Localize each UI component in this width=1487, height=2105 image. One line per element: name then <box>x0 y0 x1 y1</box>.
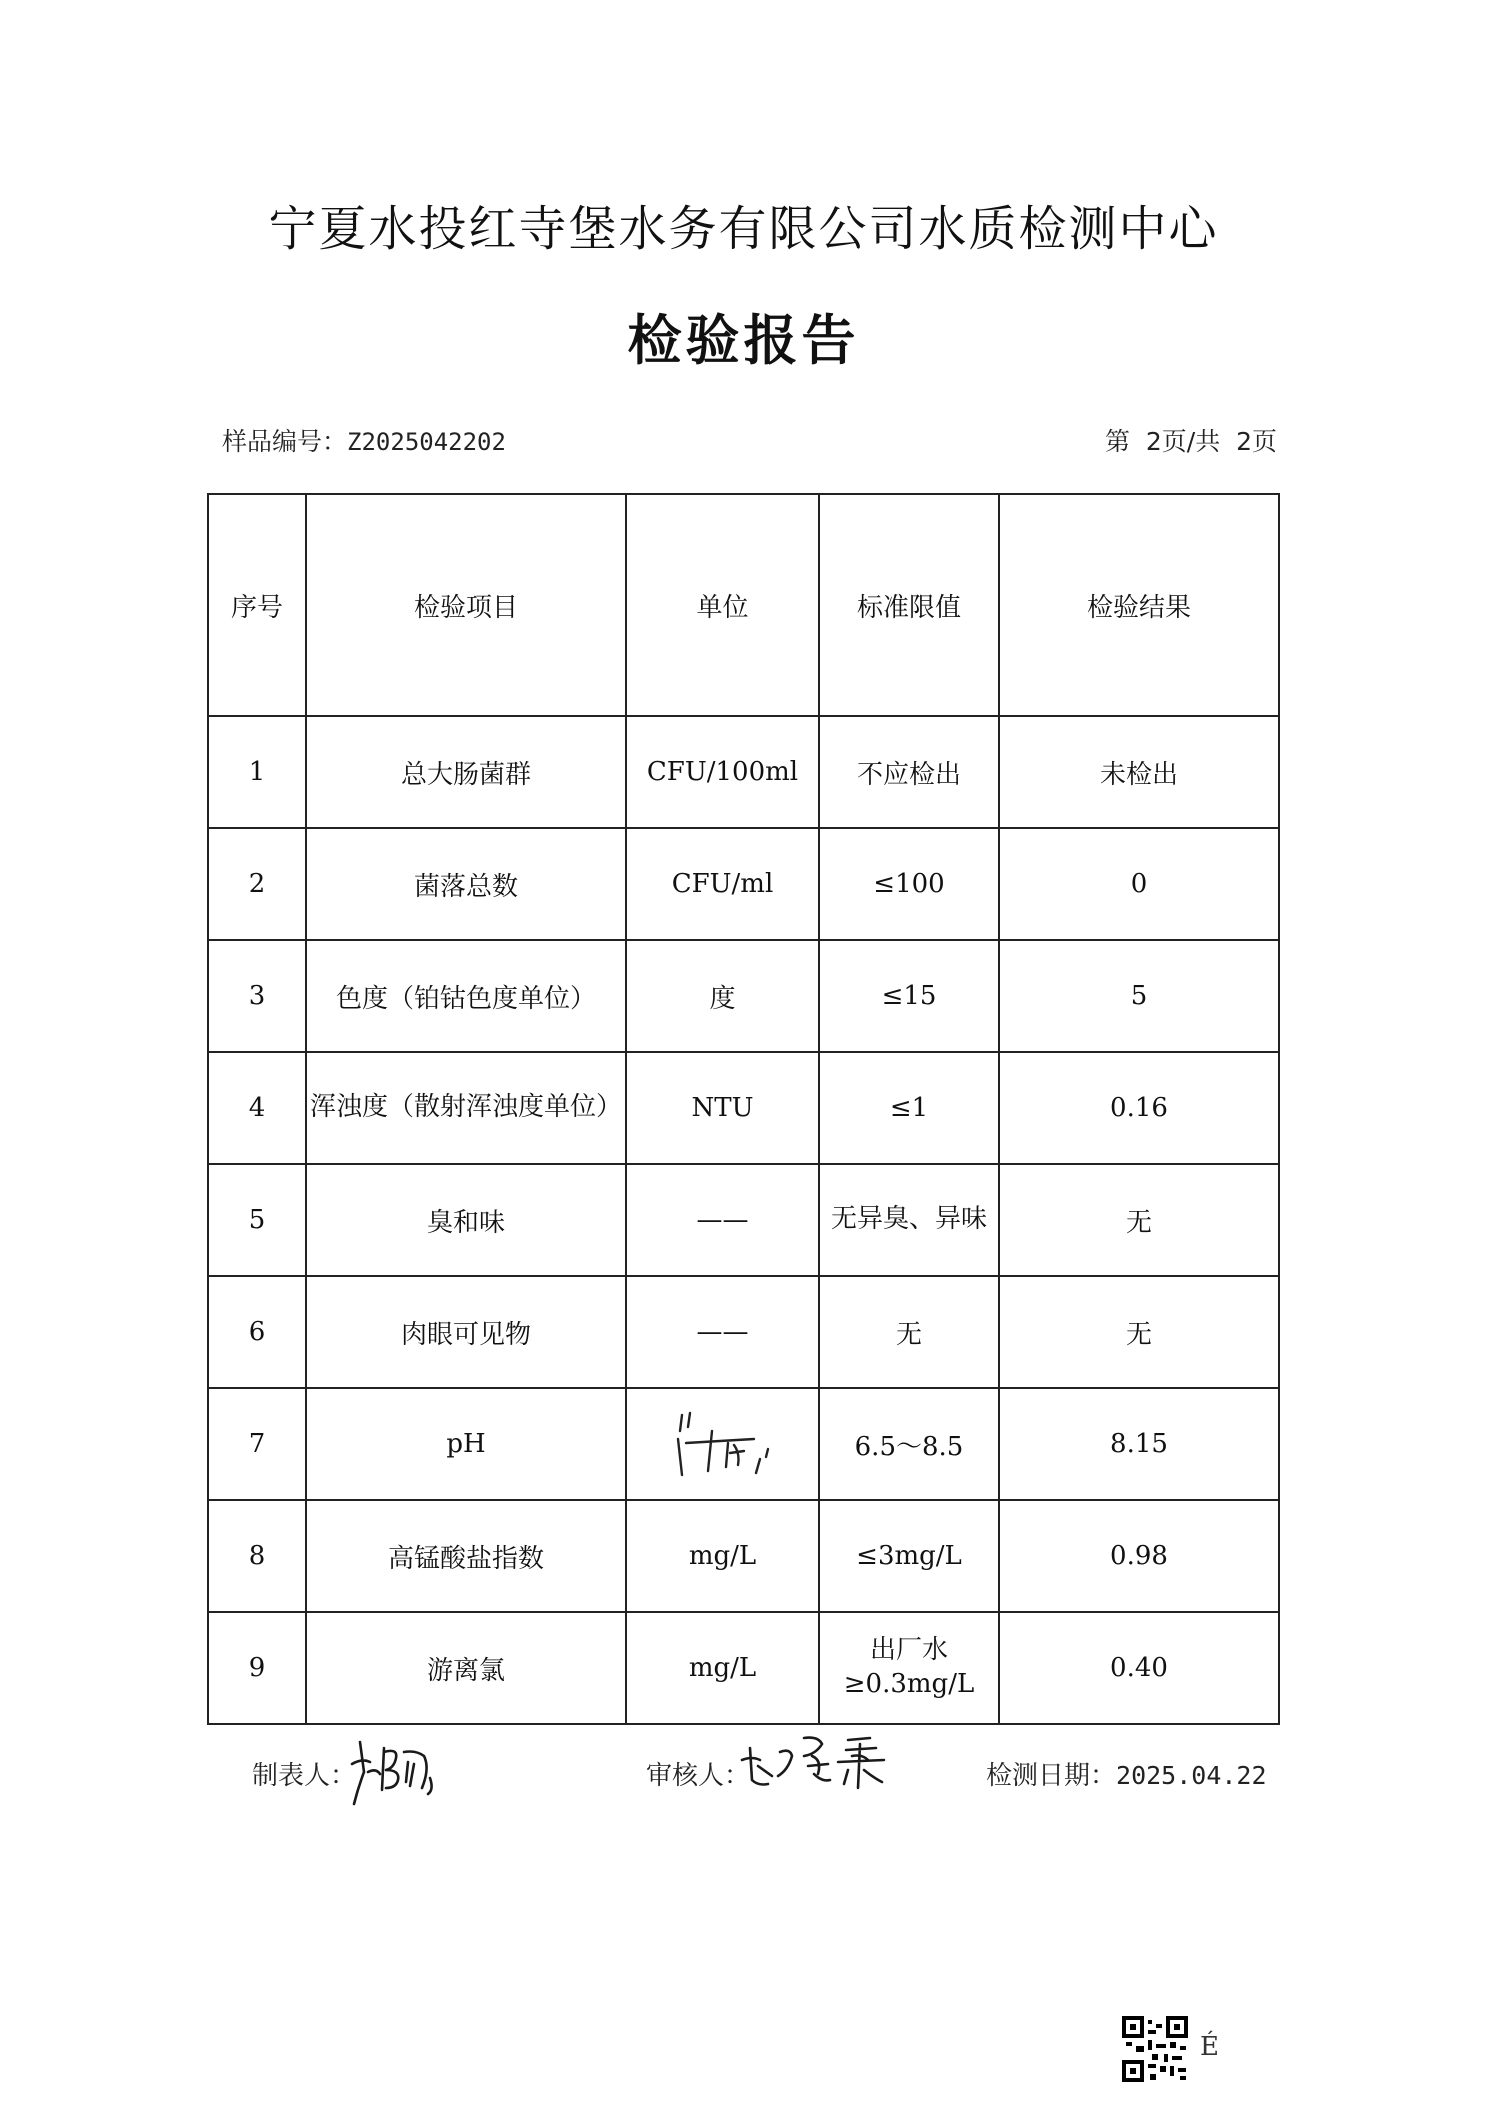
row-item: pH <box>306 1388 626 1500</box>
row-limit: 无 <box>819 1276 999 1388</box>
row-limit: ≤15 <box>819 940 999 1052</box>
test-date-label: 检测日期： <box>986 1761 1117 1791</box>
table-row <box>208 940 1279 1052</box>
col-header-result: 检验结果 <box>999 494 1279 716</box>
row-item: 高锰酸盐指数 <box>306 1500 626 1612</box>
row-limit-line2: ≥0.3mg/L <box>843 1669 975 1699</box>
row-result: 8.15 <box>999 1388 1279 1500</box>
inspection-table <box>207 493 1280 1725</box>
row-result: 0.98 <box>999 1500 1279 1612</box>
row-unit: CFU/ml <box>626 828 819 940</box>
row-limit: 不应检出 <box>819 716 999 828</box>
organization-name: 宁夏水投红寺堡水务有限公司水质检测中心 <box>268 201 1219 257</box>
reviewed-by-signature <box>738 1730 898 1794</box>
prepared-by-label: 制表人： <box>252 1761 357 1791</box>
row-no: 2 <box>208 828 306 940</box>
table-row <box>208 1052 1279 1164</box>
row-item: 臭和味 <box>306 1164 626 1276</box>
handwritten-mark <box>668 1409 778 1479</box>
row-item: 肉眼可见物 <box>306 1276 626 1388</box>
page-info: 第 2页/共 2页 <box>1104 427 1277 456</box>
row-item: 色度（铂钴色度单位） <box>306 940 626 1052</box>
sample-number-line <box>222 422 506 458</box>
prepared-by-signature <box>346 1728 438 1808</box>
row-no: 3 <box>208 940 306 1052</box>
col-header-no: 序号 <box>208 494 306 716</box>
row-item: 总大肠菌群 <box>306 716 626 828</box>
row-item: 菌落总数 <box>306 828 626 940</box>
table-row <box>208 1388 1279 1500</box>
row-result: 0.40 <box>999 1612 1279 1724</box>
row-no: 5 <box>208 1164 306 1276</box>
qr-code <box>1122 2016 1188 2082</box>
table-row <box>208 1164 1279 1276</box>
qr-mark: É <box>1200 2032 1219 2062</box>
test-date-value: 2025.04.22 <box>1116 1761 1267 1790</box>
row-limit: ≤100 <box>819 828 999 940</box>
row-unit: —— <box>626 1276 819 1388</box>
col-header-unit: 单位 <box>626 494 819 716</box>
row-item: 游离氯 <box>306 1612 626 1724</box>
row-result: 0 <box>999 828 1279 940</box>
test-date <box>986 1755 1267 1792</box>
row-unit: 度 <box>626 940 819 1052</box>
col-header-limit: 标准限值 <box>819 494 999 716</box>
row-result: 未检出 <box>999 716 1279 828</box>
row-no: 6 <box>208 1276 306 1388</box>
row-unit-handwritten-mark <box>626 1388 819 1500</box>
sample-number-label: 样品编号： <box>222 427 348 456</box>
row-no: 7 <box>208 1388 306 1500</box>
row-unit: NTU <box>626 1052 819 1164</box>
row-no: 8 <box>208 1500 306 1612</box>
row-result: 5 <box>999 940 1279 1052</box>
row-no: 4 <box>208 1052 306 1164</box>
row-item: 浑浊度（散射浑浊度单位） <box>306 1052 626 1164</box>
table-row <box>208 1612 1279 1724</box>
row-unit: CFU/100ml <box>626 716 819 828</box>
sample-number-value: Z2025042202 <box>347 428 506 456</box>
report-title: 检验报告 <box>627 309 860 372</box>
table-row <box>208 1276 1279 1388</box>
row-limit: ≤1 <box>819 1052 999 1164</box>
row-unit: mg/L <box>626 1500 819 1612</box>
row-no: 9 <box>208 1612 306 1724</box>
table-row <box>208 716 1279 828</box>
table-row <box>208 828 1279 940</box>
row-unit: mg/L <box>626 1612 819 1724</box>
row-no: 1 <box>208 716 306 828</box>
col-header-item: 检验项目 <box>306 494 626 716</box>
row-result: 无 <box>999 1164 1279 1276</box>
row-result: 无 <box>999 1276 1279 1388</box>
row-limit <box>819 1612 999 1724</box>
table-row <box>208 1500 1279 1612</box>
row-limit: 无异臭、异味 <box>819 1164 999 1276</box>
row-limit: 6.5～8.5 <box>819 1388 999 1500</box>
row-limit: ≤3mg/L <box>819 1500 999 1612</box>
row-result: 0.16 <box>999 1052 1279 1164</box>
reviewed-by-label: 审核人： <box>646 1761 751 1791</box>
row-unit: —— <box>626 1164 819 1276</box>
row-limit-line1: 出厂水 <box>869 1635 948 1666</box>
table-header-row <box>208 494 1279 716</box>
